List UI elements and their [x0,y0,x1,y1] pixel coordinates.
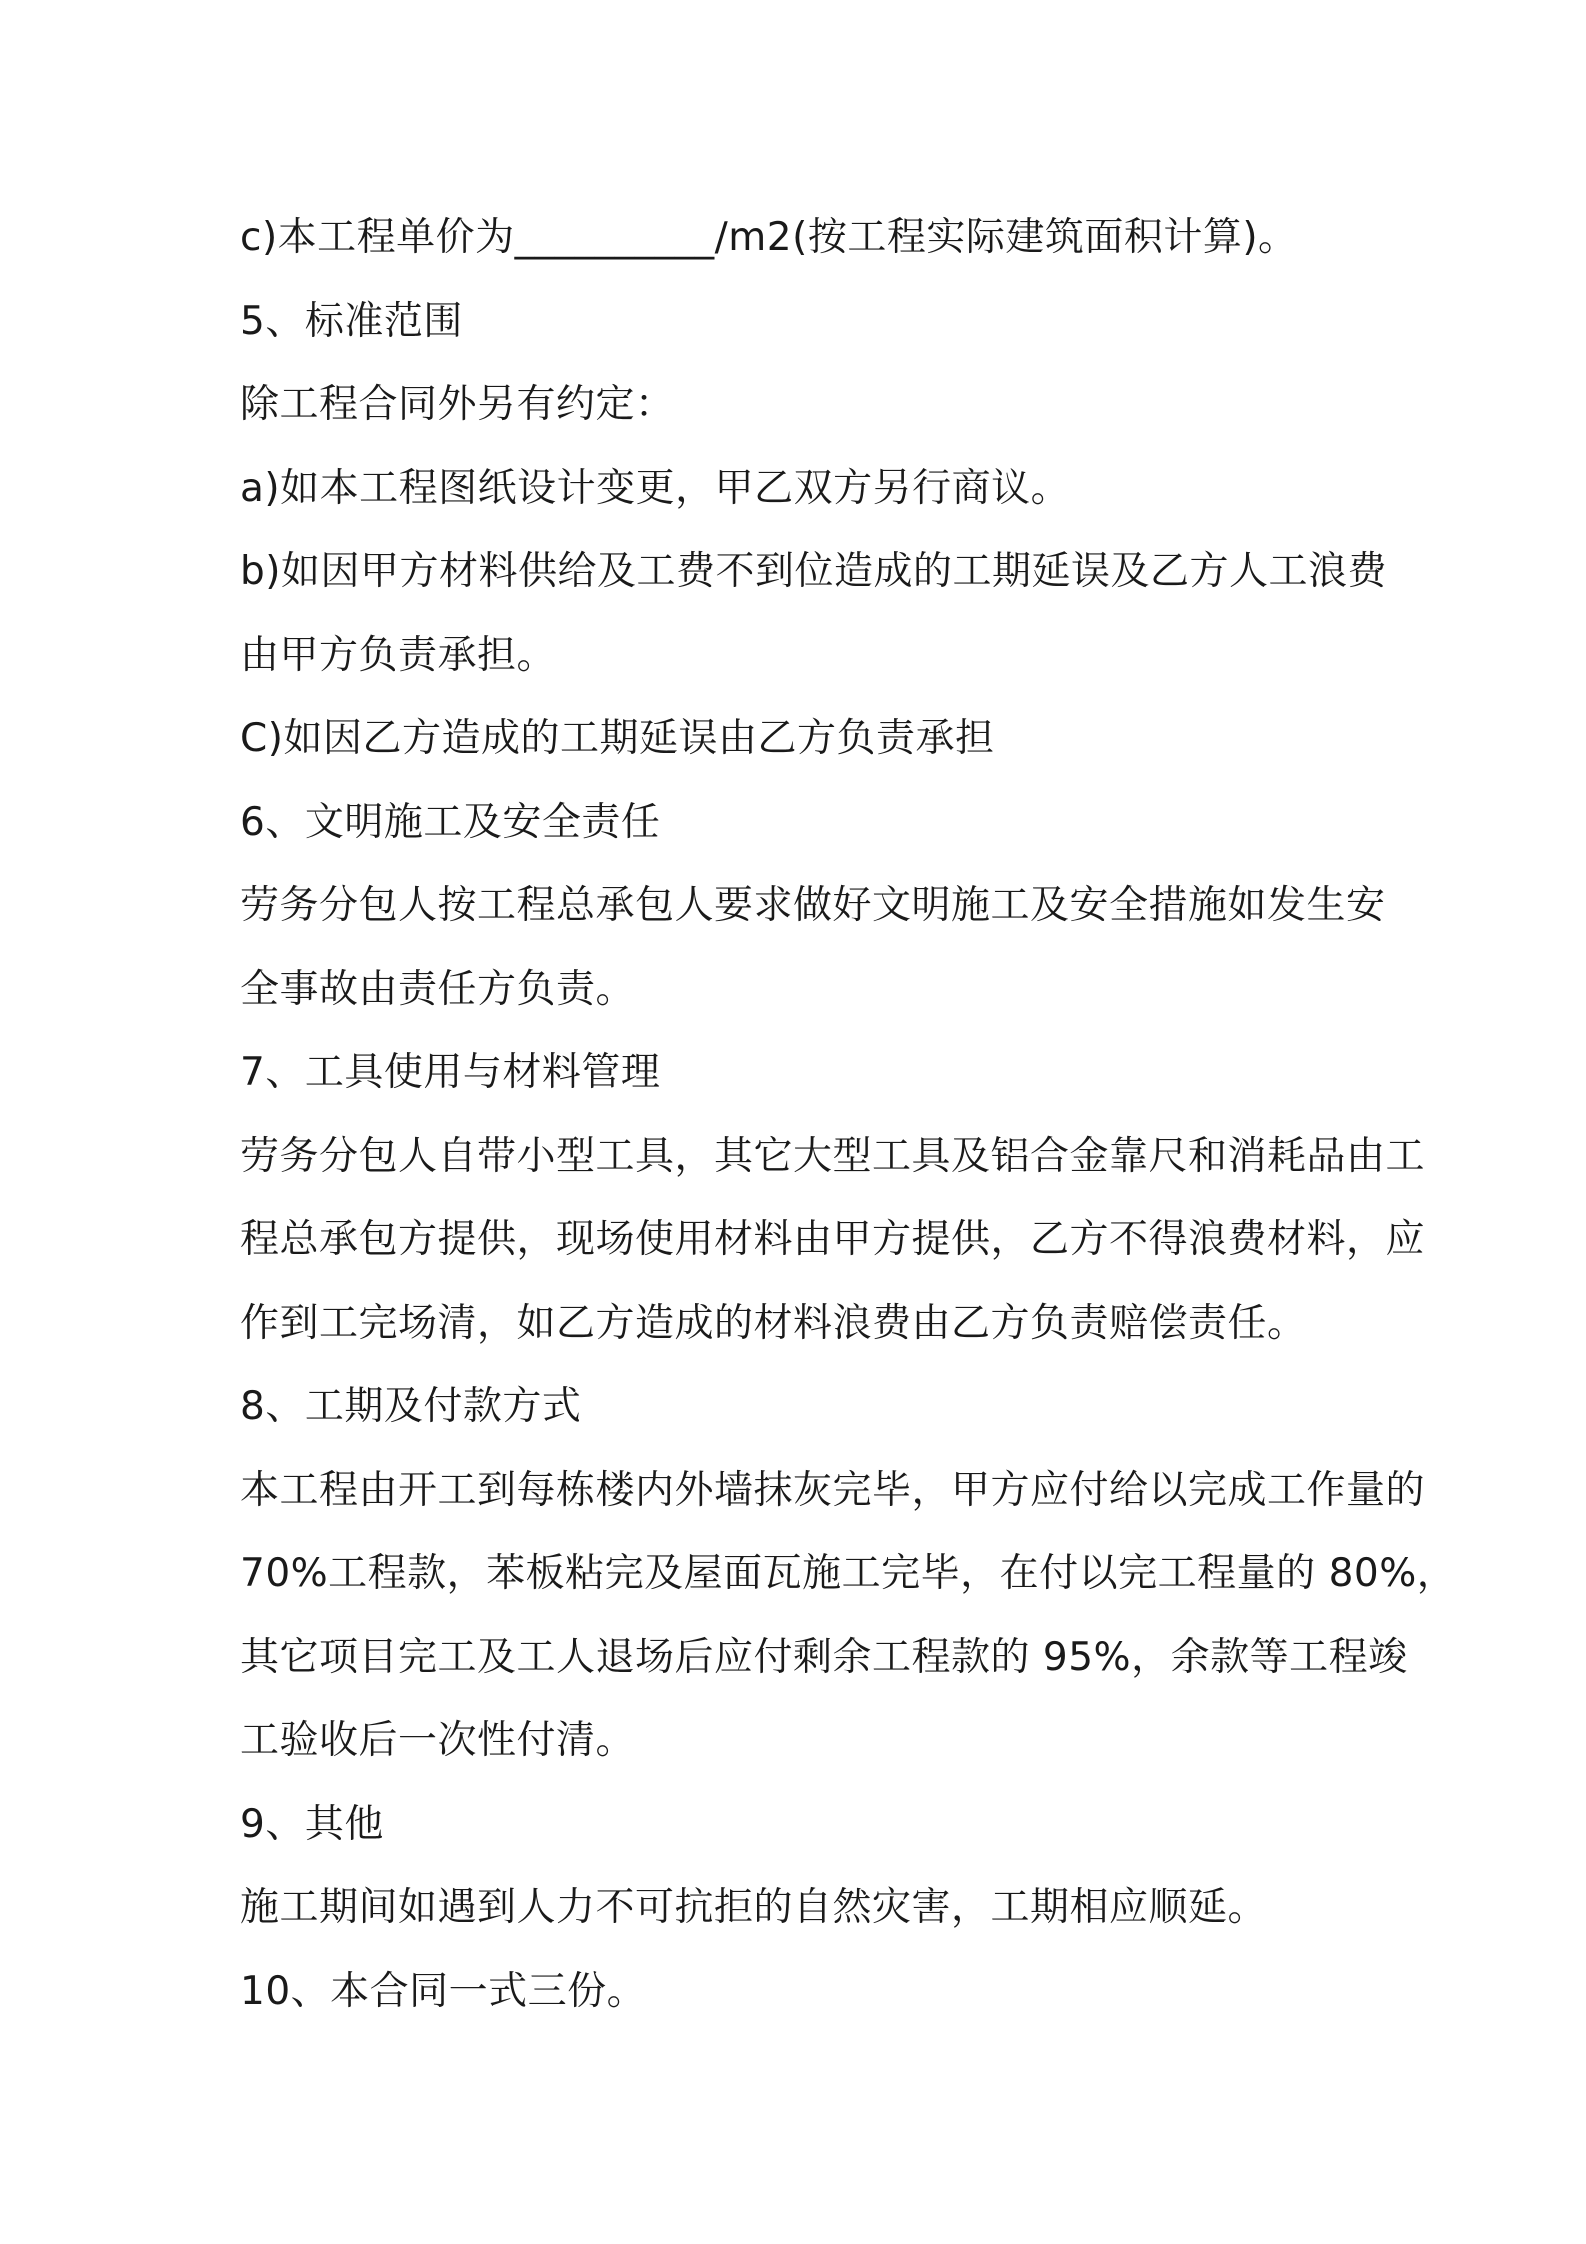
section-8-body-cont-3: 工验收后一次性付清。 [240,1718,636,1763]
section-5-item-c: C)如因乙方造成的工期延误由乙方负责承担 [240,716,995,761]
section-6-body-cont: 全事故由责任方负责。 [240,966,636,1012]
section-5-item-b-cont: 由甲方负责承担。 [240,632,557,678]
section-7-body-cont-2: 作到工完场清，如乙方造成的材料浪费由乙方负责赔偿责任。 [240,1300,1307,1346]
section-5-item-b: b)如因甲方材料供给及工费不到位造成的工期延误及乙方人工浪费 [240,549,1387,594]
section-5-heading: 5、标准范围 [240,298,463,344]
section-6-body: 劳务分包人按工程总承包人要求做好文明施工及安全措施如发生安 [240,883,1386,928]
section-9-body: 施工期间如遇到人力不可抗拒的自然灾害，工期相应顺延。 [240,1885,1268,1930]
section-8-heading: 8、工期及付款方式 [240,1384,582,1429]
section-9-heading: 9、其他 [240,1801,384,1847]
section-8-body-cont-2: 其它项目完工及工人退场后应付剩余工程款的 95%，余款等工程竣 [240,1634,1408,1680]
section-6-heading: 6、文明施工及安全责任 [240,799,661,845]
section-7-body: 劳务分包人自带小型工具，其它大型工具及铝合金靠尺和消耗品由工 [240,1133,1426,1179]
section-5-item-a: a)如本工程图纸设计变更，甲乙双方另行商议。 [240,465,1071,511]
section-8-body-cont-1: 70%工程款，苯板粘完及屋面瓦施工完毕，在付以完工程量的 80%， [240,1551,1457,1596]
section-7-heading: 7、工具使用与材料管理 [240,1050,661,1095]
unit-price-clause: c)本工程单价为__________/m2(按工程实际建筑面积计算)。 [240,215,1298,260]
section-5-intro: 除工程合同外另有约定： [240,382,675,427]
section-7-body-cont-1: 程总承包方提供，现场使用材料由甲方提供，乙方不得浪费材料，应 [240,1217,1426,1262]
section-8-body: 本工程由开工到每栋楼内外墙抹灰完毕，甲方应付给以完成工作量的 [240,1467,1426,1513]
contract-text-body [240,196,1457,2033]
section-10-clause: 10、本合同一式三份。 [240,1968,647,2014]
